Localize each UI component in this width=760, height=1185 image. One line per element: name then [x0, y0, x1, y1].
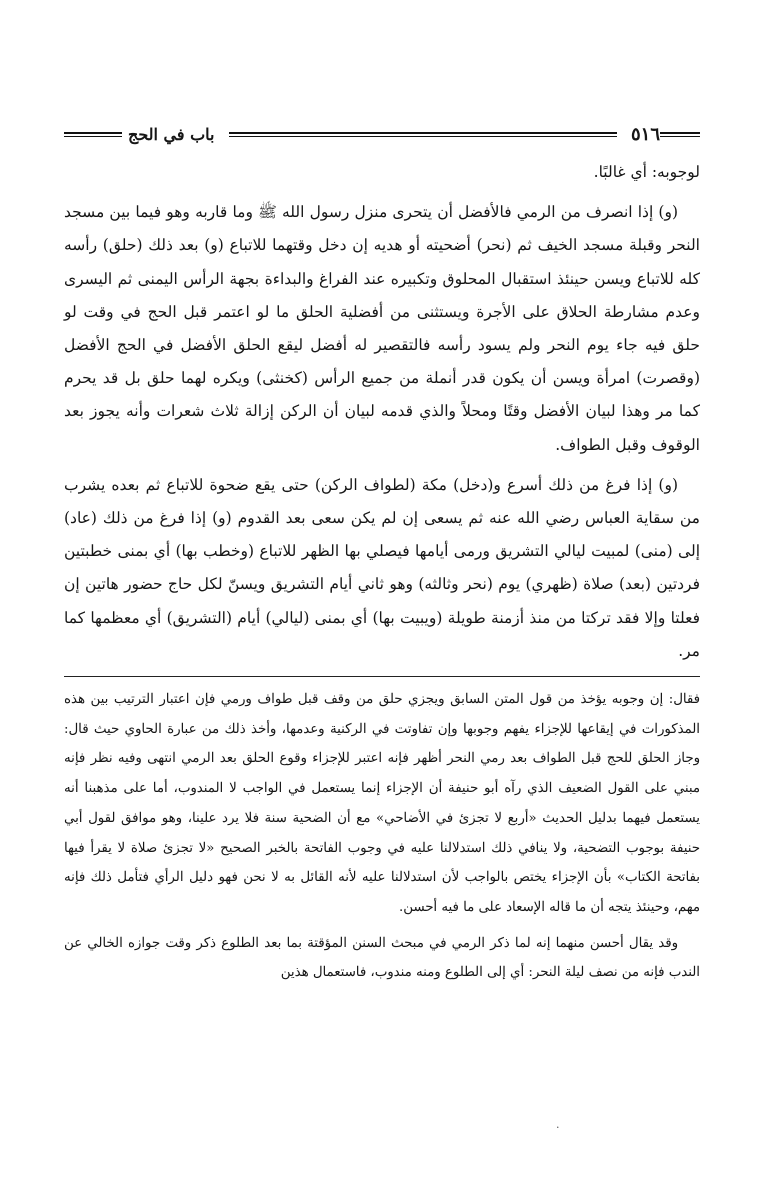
chapter-title: باب في الحج	[128, 124, 215, 144]
footnote-divider	[64, 676, 700, 677]
page-mark: .	[556, 1118, 560, 1131]
paragraph: لوجوبه: أي غالبًا.	[593, 163, 700, 181]
header-rule-right	[660, 132, 700, 137]
footnote-paragraph: وقد يقال أحسن منهما إنه لما ذكر الرمي في مبحث السنن المؤقتة بما بعد الطلوع ذكر وقت جوازه الخالي عن الندب فإنه من نصف ليلة النحر: أي إلى الطلوع ومنه مندوب، فاستعمال هذين	[64, 935, 700, 981]
footnotes	[64, 685, 700, 988]
header-rule-long	[229, 132, 617, 137]
paragraph: (و) إذا فرغ من ذلك أسرع و(دخل) مكة (لطواف الركن) حتى يقع ضحوة للاتباع ثم بعده يشرب من سقاية العباس رضي الله عنه ثم يسعى إن لم يكن سعى بعد القدوم (و) إذا فرغ من ذلك (عاد) إلى (منى) لمبيت ليالي التشريق ورمى أيامها فيصلي بها الظهر للاتباع (وخطب بها) أي بمنى خطبتين فردتين (بعد) صلاة (ظهري) يوم (نحر وثالثه) وهو ثاني أيام التشريق ويسنّ لكل حاج حضور هاتين إن فعلتا وإلا فقد تركتا من منذ أزمنة طويلة (ويبيت بها) أي بمنى (ليالي) أيام (التشريق) أي معظمها كما مر.	[64, 475, 700, 660]
main-text	[64, 156, 700, 668]
footnote-paragraph: فقال: إن وجوبه يؤخذ من قول المتن السابق ويجزي حلق من وقف قبل طواف ورمي فإن اعتبار الترتيب بين هذه المذكورات في إيقاعها للإجزاء يفهم وجوبها وإن تفاوتت في الركنية وعدمها، وأخذ ذلك من عبارة الحاوي حيث قال: وجاز الحلق للحج قبل الطواف بعد رمي النحر أظهر فإنه اعتبر للإجزاء وقوع الحلق بعد الرمي انتهى وفيه نظر فإنه مبني على القول الضعيف الذي رآه أبو حنيفة أن الإجزاء إنما يستعمل في الواجب لا المندوب، أما على مذهبنا أنه يستعمل فيهما بدليل الحديث «أربع لا تجزئ في الأضاحي» مع أن الضحية سنة فلا يرد علينا، وهو موافق لقول أبي حنيفة بوجوب التضحية، ولا ينافي ذلك استدلالنا عليه في وجوب الفاتحة بالخبر الصحيح «لا تجزئ صلاة لا يقرأ فيها بفاتحة الكتاب» بأن الإجزاء يختص بالواجب لأن استدلالنا عليه لأنه القائل به لا نحن فهو دليل الرأي فتأمل ذلك فإنه مهم، وحينئذ يتجه أن ما قاله الإسعاد على ما فيه أحسن.	[64, 692, 700, 915]
header-rule-left	[64, 132, 122, 137]
page-number: ٥١٦	[630, 123, 660, 145]
running-header	[64, 120, 700, 148]
paragraph: (و) إذا انصرف من الرمي فالأفضل أن يتحرى منزل رسول الله ﷺ وما قاربه وهو فيما بين مسجد النحر وقبلة مسجد الخيف ثم (نحر) أضحيته أو هديه إن دخل وقتهما للاتباع (و) بعد ذلك (حلق) رأسه كله للاتباع ويسن حينئذ استقبال المحلوق وتكبيره عند الفراغ والبداءة بجهة الرأس اليمنى ثم اليسرى وعدم مشارطة الحلاق على الأجرة ويستثنى من أفضلية الحلق ما لو اعتمر قبل الحج في وقت لو حلق فيه جاء يوم النحر ولم يسود رأسه فالتقصير له أفضل ليقع الحلق الأفضل في الحج الأفضل (وقصرت) امرأة ويسن أن يكون قدر أنملة من جميع الرأس (كخنثى) ويكره لهما حلق بل قد يحرم كما مر وهذا لبيان الأفضل وقتًا ومحلاً والذي قدمه لبيان أن الركن إزالة ثلاث شعرات وأنه يجوز بعد الوقوف وقبل الطواف.	[64, 203, 700, 454]
book-page	[64, 120, 700, 994]
